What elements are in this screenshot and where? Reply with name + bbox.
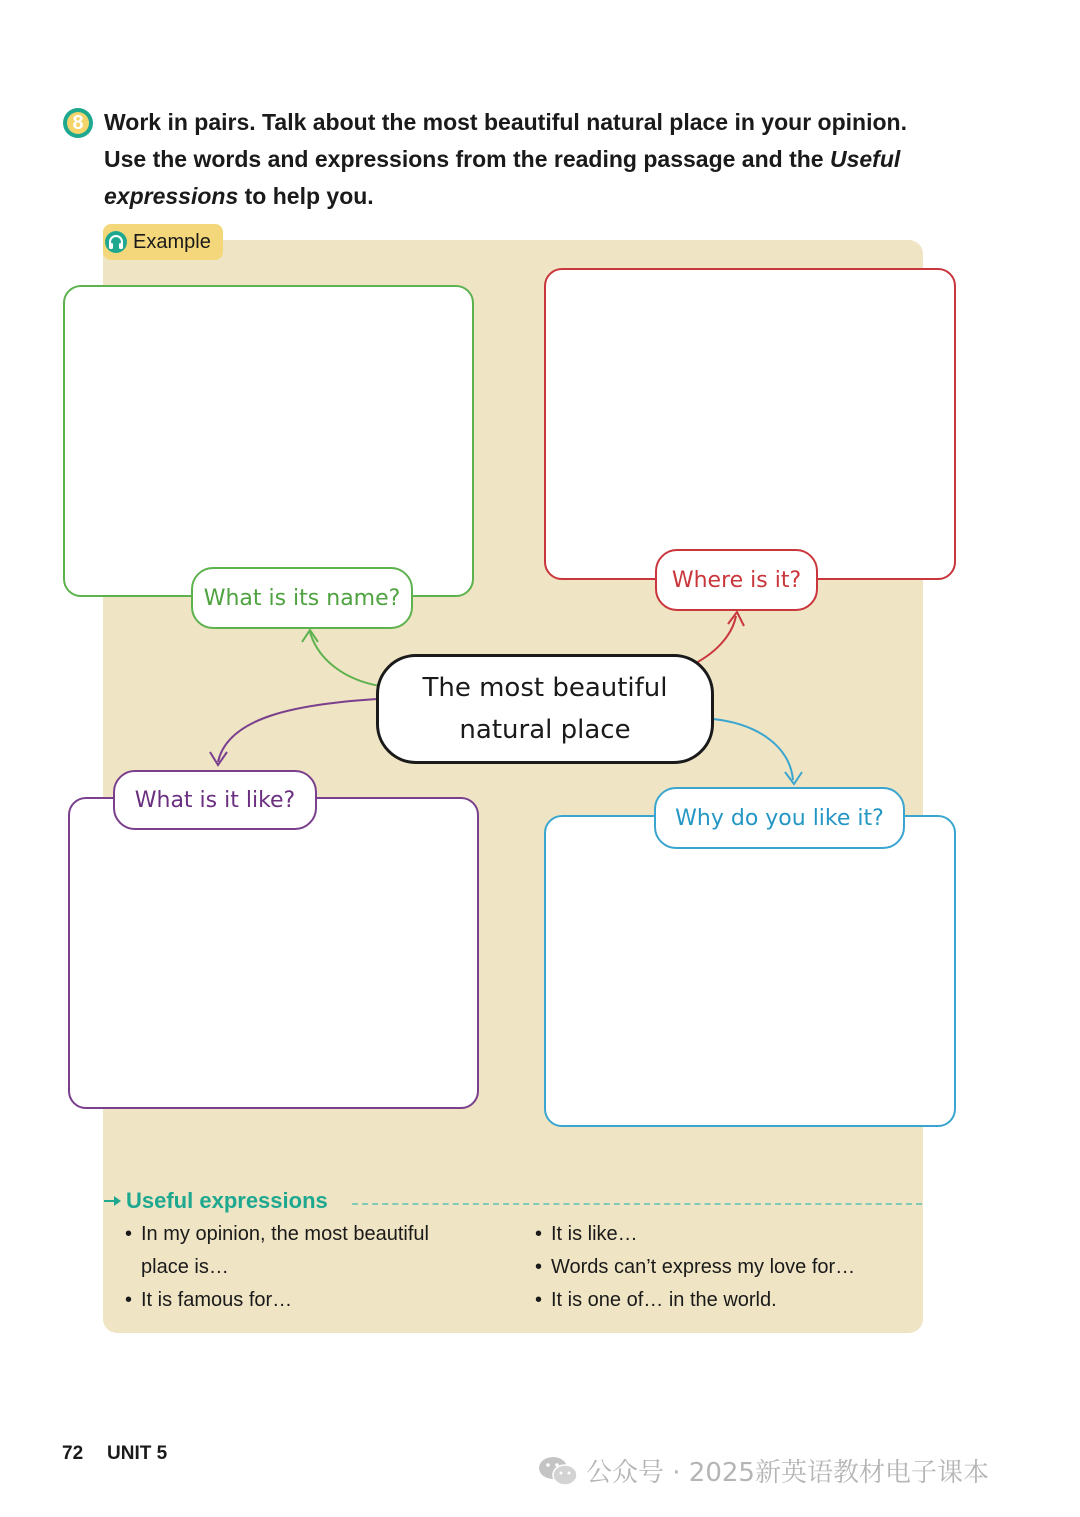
like-answer-box[interactable] — [68, 797, 479, 1109]
expression-item: • It is one of… in the world. — [535, 1284, 915, 1317]
page-number: 72 — [62, 1443, 84, 1464]
activity-instruction — [104, 104, 1004, 215]
expression-item: • It is famous for… — [125, 1284, 475, 1317]
question-like-pill: What is it like? — [113, 770, 317, 830]
mind-map-center — [376, 654, 714, 764]
unit-label: UNIT 5 — [107, 1443, 168, 1464]
useful-expressions-divider — [352, 1203, 922, 1205]
arrow-right-icon — [104, 1195, 122, 1207]
expressions-left-list — [125, 1218, 475, 1317]
name-answer-box[interactable] — [63, 285, 474, 597]
headphones-icon — [105, 231, 127, 253]
center-line-2: natural place — [459, 715, 631, 745]
question-name-pill: What is its name? — [191, 567, 413, 629]
center-line-1: The most beautiful — [422, 673, 668, 703]
example-label: Example — [133, 230, 211, 253]
expression-item: • Words can’t express my love for… — [535, 1251, 915, 1284]
watermark-text: 公众号 · 2025新英语教材电子课本 — [586, 1458, 989, 1488]
expressions-right-list — [535, 1218, 915, 1317]
useful-expressions-heading — [104, 1188, 328, 1214]
instruction-line-3 — [104, 178, 1004, 215]
useful-expressions-title: Useful expressions — [126, 1188, 328, 1213]
wechat-icon — [538, 1454, 578, 1488]
where-answer-box[interactable] — [544, 268, 956, 580]
expression-item: • In my opinion, the most beautiful place is… — [125, 1218, 475, 1284]
instruction-line-3-text: to help you. — [238, 183, 374, 209]
activity-number-badge — [63, 108, 93, 138]
instruction-line-2 — [104, 141, 1004, 178]
example-tag[interactable] — [103, 224, 223, 260]
why-answer-box[interactable] — [544, 815, 956, 1127]
expression-item: • It is like… — [535, 1218, 915, 1251]
question-where-pill: Where is it? — [655, 549, 818, 611]
instruction-line-2-text: Use the words and expressions from the reading passage and the — [104, 146, 830, 172]
activity-number: 8 — [67, 112, 89, 134]
question-why-pill: Why do you like it? — [654, 787, 905, 849]
instruction-expressions-italic: expressions — [104, 183, 239, 209]
instruction-useful-italic: Useful — [829, 146, 901, 172]
watermark — [538, 1452, 989, 1489]
instruction-line-1: Work in pairs. Talk about the most beautiful natural place in your opinion. — [104, 109, 907, 135]
